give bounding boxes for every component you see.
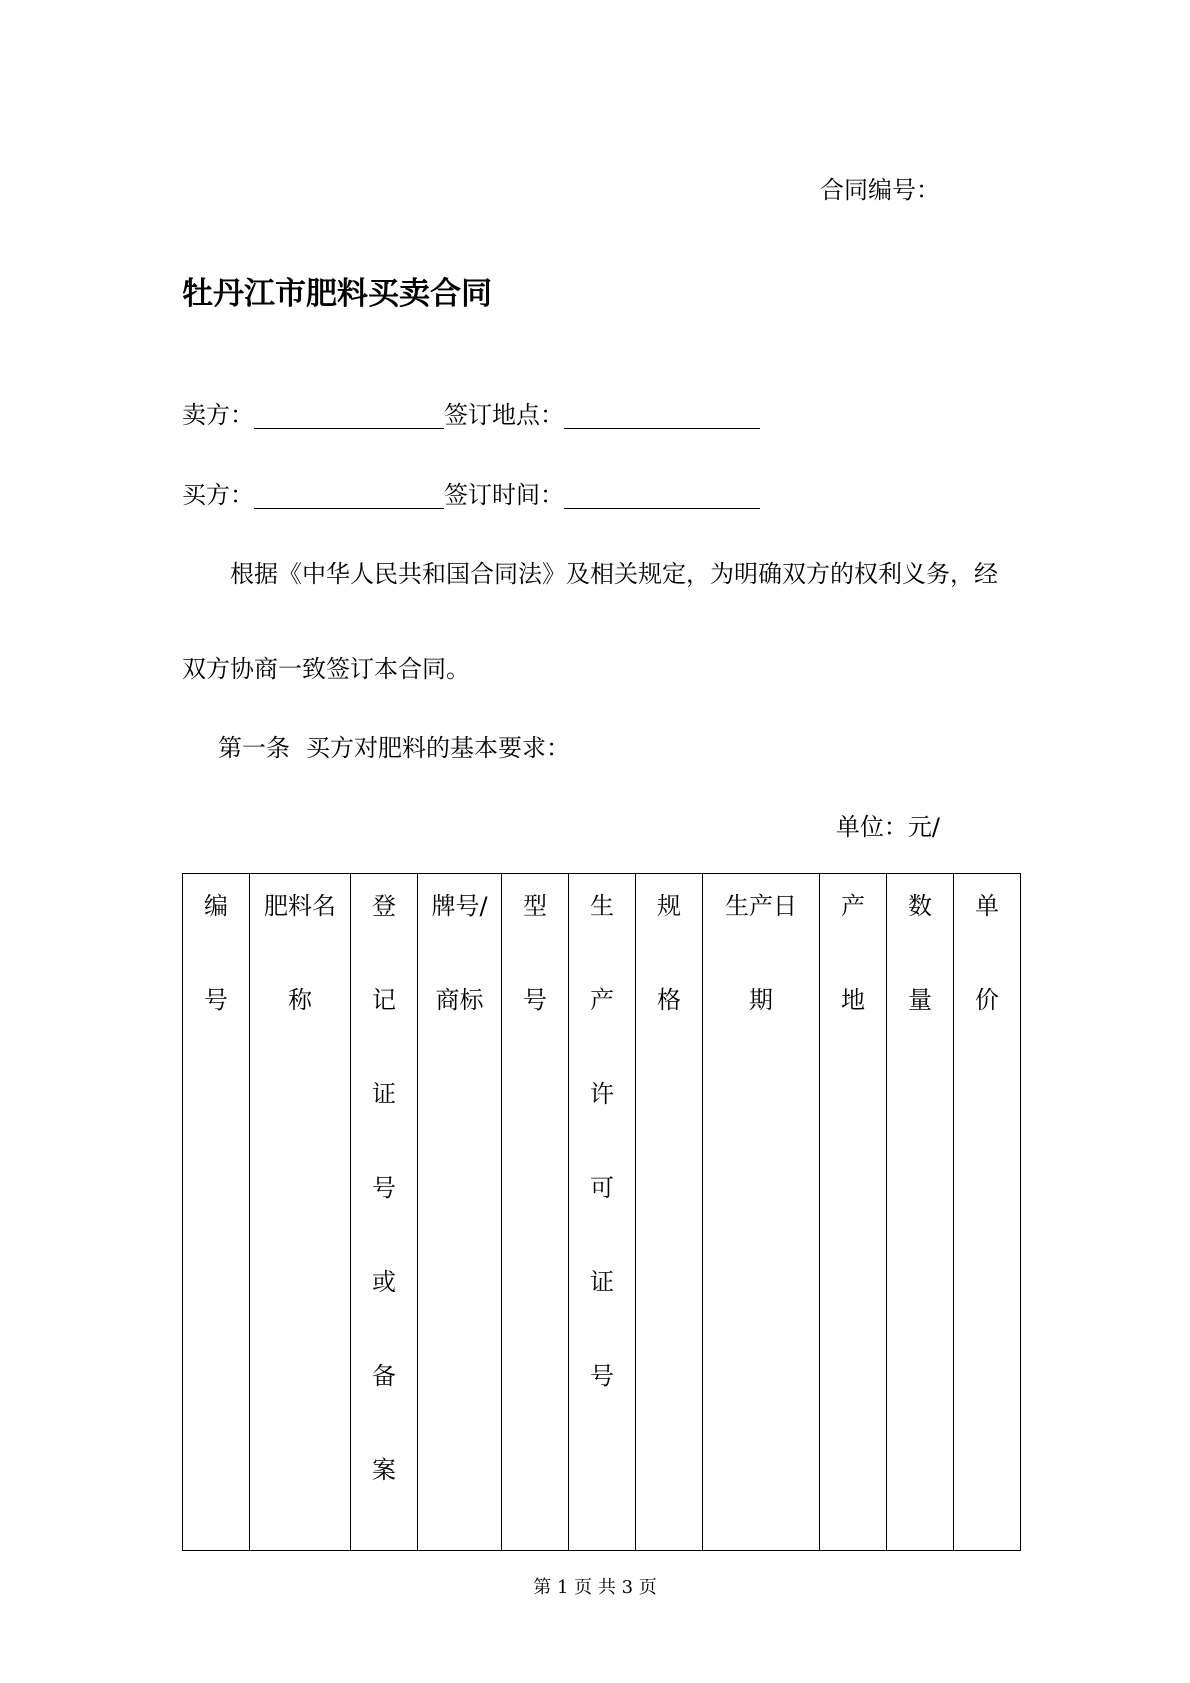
- article-1-text: 买方对肥料的基本要求：: [306, 734, 570, 762]
- article-1-heading: [218, 734, 570, 762]
- column-header-line: 可: [590, 1174, 614, 1202]
- column-header-line: 登: [372, 892, 396, 920]
- column-header-line: 编: [204, 892, 228, 920]
- column-header-line: 称: [288, 986, 312, 1014]
- sign-time-label: 签订时间：: [444, 481, 564, 509]
- col-header-registration-number: [351, 874, 418, 1551]
- col-header-model: [502, 874, 569, 1551]
- column-header-line: 型: [523, 892, 547, 920]
- col-header-origin: [820, 874, 887, 1551]
- column-header-line: 格: [657, 986, 681, 1014]
- column-header-line: 产: [841, 892, 865, 920]
- table-header-row: [183, 874, 1021, 1551]
- intro-line-1: 根据《中华人民共和国合同法》及相关规定，为明确双方的权利义务，经: [230, 560, 998, 588]
- article-1-number: 第一条: [218, 734, 290, 762]
- col-header-number: [183, 874, 250, 1551]
- column-header-line: 地: [841, 986, 865, 1014]
- buyer-label: 买方：: [182, 481, 254, 509]
- seller-blank[interactable]: [254, 404, 444, 429]
- col-header-quantity: [887, 874, 954, 1551]
- column-header-line: 生产日: [725, 892, 797, 920]
- column-header-line: 期: [749, 986, 773, 1014]
- column-header-line: 号: [523, 986, 547, 1014]
- column-header-line: 证: [372, 1080, 396, 1108]
- column-header-line: 号: [204, 986, 228, 1014]
- sign-place-label: 签订地点：: [444, 401, 564, 429]
- column-header-line: 记: [372, 986, 396, 1014]
- column-header-line: 肥料名: [264, 892, 336, 920]
- buyer-blank[interactable]: [254, 484, 444, 509]
- column-header-line: 价: [975, 986, 999, 1014]
- column-header-line: 单: [975, 892, 999, 920]
- column-header-line: 生: [590, 892, 614, 920]
- column-header-line: 备: [372, 1362, 396, 1390]
- column-header-line: 量: [908, 986, 932, 1014]
- col-header-production-license: [569, 874, 636, 1551]
- column-header-line: 数: [908, 892, 932, 920]
- col-header-fertilizer-name: [250, 874, 351, 1551]
- column-header-line: 规: [657, 892, 681, 920]
- column-header-line: 产: [590, 986, 614, 1014]
- sign-time-blank[interactable]: [564, 484, 760, 509]
- col-header-specification: [636, 874, 703, 1551]
- col-header-brand-trademark: [418, 874, 502, 1551]
- buyer-row: [182, 481, 760, 509]
- column-header-line: 许: [590, 1080, 614, 1108]
- column-header-line: 证: [590, 1268, 614, 1296]
- col-header-production-date: [703, 874, 820, 1551]
- column-header-line: 号: [372, 1174, 396, 1202]
- seller-label: 卖方：: [182, 401, 254, 429]
- seller-row: [182, 401, 760, 429]
- column-header-line: 或: [372, 1268, 396, 1296]
- column-header-line: 号: [590, 1362, 614, 1390]
- page-footer: 第 1 页 共 3 页: [533, 1577, 657, 1598]
- sign-place-blank[interactable]: [564, 404, 760, 429]
- column-header-line: 商标: [435, 986, 484, 1014]
- document-title: 牡丹江市肥料买卖合同: [182, 276, 492, 312]
- intro-line-2: 双方协商一致签订本合同。: [182, 655, 470, 683]
- fertilizer-requirements-table: [182, 873, 1021, 1551]
- column-header-line: 案: [372, 1456, 396, 1484]
- col-header-unit-price: [954, 874, 1021, 1551]
- contract-number-label: 合同编号：: [820, 176, 940, 204]
- column-header-line: 牌号/: [431, 892, 488, 920]
- unit-label: 单位：元/: [835, 813, 940, 841]
